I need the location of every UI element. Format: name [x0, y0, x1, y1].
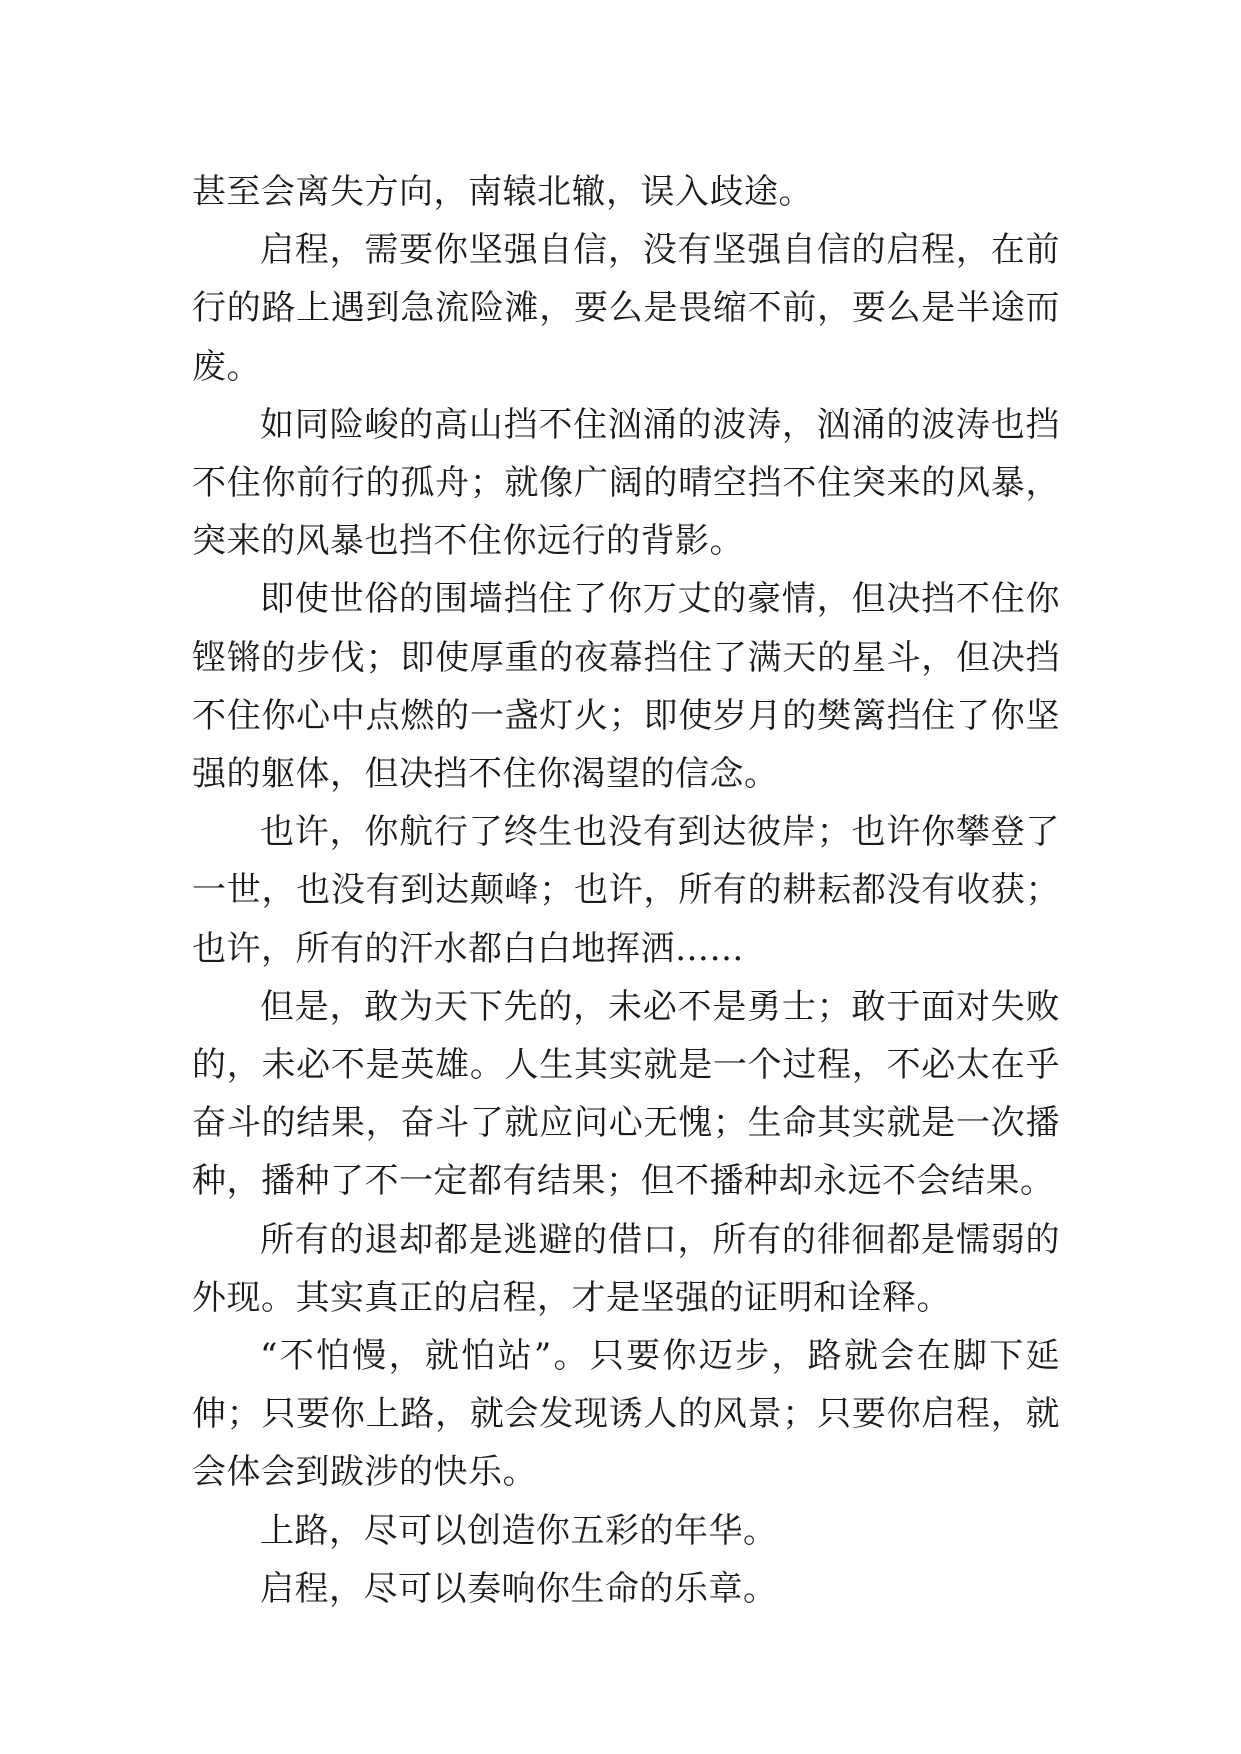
paragraph-9: 上路，尽可以创造你五彩的年华。	[260, 1510, 778, 1551]
paragraph-10: 启程，尽可以奏响你生命的乐章。	[260, 1568, 778, 1609]
paragraph-2: 启程，需要你坚强自信，没有坚强自信的启程，在前行的路上遇到急流险滩，要么是畏缩不前，要么是半途而废。	[192, 230, 1060, 387]
paragraph-7: 所有的退却都是逃避的借口，所有的徘徊都是懦弱的外现。其实真正的启程，才是坚强的证明和诠释。	[192, 1219, 1060, 1318]
paragraph-5: 也许，你航行了终生也没有到达彼岸；也许你攀登了一世，也没有到达颠峰；也许，所有的耕耘都没有收获；也许，所有的汗水都白白地挥洒……	[192, 812, 1060, 969]
paragraph-4: 即使世俗的围墙挡住了你万丈的豪情，但决挡不住你铿锵的步伐；即使厚重的夜幕挡住了满天的星斗，但决挡不住你心中点燃的一盏灯火；即使岁月的樊篱挡住了你坚强的躯体，但决挡不住你渴望的信念。	[192, 579, 1060, 795]
paragraph-1: 甚至会离失方向，南辕北辙，误入歧途。	[192, 172, 813, 212]
paragraph-3: 如同险峻的高山挡不住汹涌的波涛，汹涌的波涛也挡不住你前行的孤舟；就像广阔的晴空挡不住突来的风暴，突来的风暴也挡不住你远行的背影。	[192, 404, 1060, 562]
paragraph-6: 但是，敢为天下先的，未必不是勇士；敢于面对失败的，未必不是英雄。人生其实就是一个过程，不必太在乎奋斗的结果，奋斗了就应问心无愧；生命其实就是一次播种，播种了不一定都有结果；但不播种却永远不会结果。	[192, 986, 1060, 1202]
paragraph-8: “不怕慢，就怕站”。只要你迈步，路就会在脚下延伸；只要你上路，就会发现诱人的风景；只要你启程，就会体会到跋涉的快乐。	[192, 1336, 1060, 1493]
article-body	[192, 163, 1060, 1618]
